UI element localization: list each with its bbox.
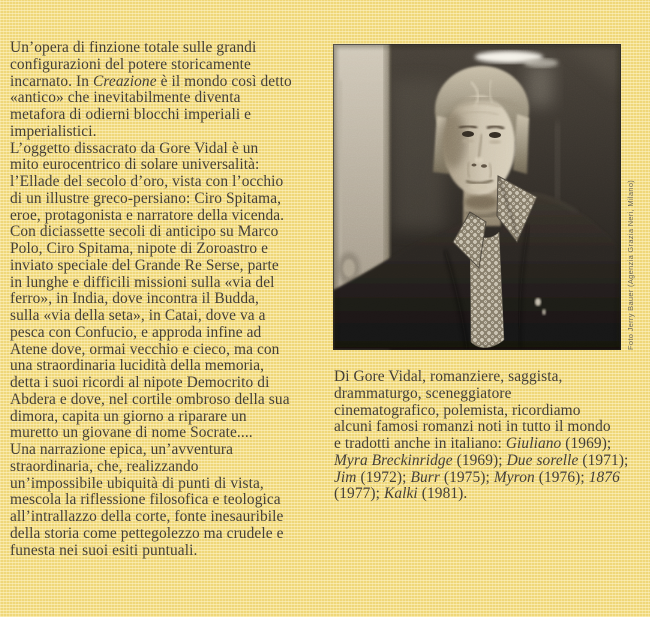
text-segment: L’oggetto dissacrato da Gore Vidal è un <box>10 139 259 157</box>
text-line <box>10 74 332 91</box>
text-line <box>10 492 332 509</box>
text-segment: (1972); <box>356 468 411 486</box>
text-line <box>334 486 646 503</box>
text-segment: Abdera e dove, nel cortile ombroso della sua <box>10 390 290 408</box>
right-column <box>334 369 646 503</box>
photo-credit: Foto Jerry Bauer (Agenzia Grazia Neri, Milano) <box>626 179 635 350</box>
book-title-text: Giuliano <box>505 435 562 452</box>
text-segment: e tradotti anche in italiano: <box>334 435 506 452</box>
text-line <box>10 224 332 241</box>
text-segment: Una narrazione epica, un’avventura <box>10 441 234 458</box>
text-line <box>10 526 332 543</box>
text-line <box>10 40 332 57</box>
text-line <box>10 325 332 342</box>
text-segment: eroe, protagonista e narratore della vicenda. <box>10 206 285 224</box>
text-segment: l’Ellade del secolo d’oro, vista con l’occhio <box>10 173 284 190</box>
book-title-text: 1876 <box>588 468 620 486</box>
text-line <box>10 308 332 325</box>
text-line <box>10 375 332 392</box>
text-line <box>334 386 646 403</box>
text-line <box>10 107 332 124</box>
text-segment: detta i suoi ricordi al nipote Democrito di <box>10 374 270 391</box>
text-segment: imperialistici. <box>10 122 97 140</box>
text-segment: metafora di odierni blocchi imperiali e <box>10 106 252 123</box>
text-line <box>10 57 332 74</box>
book-title-text: Myra Breckinridge <box>334 451 453 469</box>
text-segment: muretto un giovane di nome Socrate.... <box>10 424 253 442</box>
text-line <box>10 90 332 107</box>
text-segment: all’intrallazzo della corte, fonte inesauribile <box>10 508 284 525</box>
text-segment: mescola la riflessione filosofica e teologica <box>10 491 281 509</box>
text-segment: (1969); <box>561 435 612 452</box>
text-segment: dimora, capita un giorno a riparare un <box>10 407 247 425</box>
text-line <box>10 509 332 526</box>
text-segment: Con diciassette secoli di anticipo su Marco <box>10 223 279 241</box>
text-segment: è il mondo così detto <box>156 72 292 90</box>
text-line <box>10 291 332 308</box>
text-segment: pesca con Confucio, e approda infine ad <box>10 323 262 341</box>
left-column <box>10 40 332 559</box>
text-line <box>10 141 332 158</box>
text-segment: sulla «via della seta», in Catai, dove va a <box>10 307 266 324</box>
text-segment: (1975); <box>439 468 494 486</box>
book-title-text: Creazione <box>93 72 157 90</box>
text-line <box>10 459 332 476</box>
text-segment: (1969); <box>452 451 507 469</box>
book-title-text: Myron <box>493 468 535 486</box>
text-line <box>10 543 332 560</box>
text-segment: configurazioni del potere storicamente <box>10 55 251 73</box>
text-segment: in lunghe e difficili missioni sulla «via del <box>10 273 275 291</box>
text-segment: (1977); <box>334 485 384 503</box>
text-segment: Polo, Ciro Spitama, nipote di Zoroastro e <box>10 240 269 257</box>
text-line <box>10 124 332 141</box>
text-segment: mito eurocentrico di solare universalità: <box>10 156 260 174</box>
text-segment: di un illustre greco-persiano: Ciro Spitama, <box>10 189 282 207</box>
text-segment: ferro», in India, dove incontra il Budda, <box>10 290 259 308</box>
book-title-text: Burr <box>410 468 440 486</box>
text-segment: (1971); <box>578 451 629 469</box>
book-title-text: Kalki <box>383 485 418 503</box>
text-line <box>10 275 332 292</box>
text-segment: drammaturgo, sceneggiatore <box>334 384 512 402</box>
text-line <box>10 208 332 225</box>
book-title-text: Due sorelle <box>506 451 579 469</box>
text-segment: alcuni famosi romanzi noti in tutto il mondo <box>334 418 611 436</box>
text-line <box>10 342 332 359</box>
text-segment: straordinaria, che, realizzando <box>10 457 199 475</box>
text-segment: (1976); <box>534 468 589 486</box>
text-line <box>334 453 646 470</box>
text-line <box>10 241 332 258</box>
text-segment: incarnato. In <box>10 72 94 90</box>
text-segment: un’impossibile ubiquità di punti di vista, <box>10 474 264 492</box>
text-line <box>10 392 332 409</box>
text-line <box>10 174 332 191</box>
text-line <box>334 369 646 386</box>
text-line <box>334 436 646 453</box>
text-segment: (1981). <box>417 485 468 503</box>
text-segment: una straordinaria lucidità della memoria, <box>10 357 265 375</box>
text-line <box>10 358 332 375</box>
gore-vidal-portrait-photo <box>333 44 621 350</box>
text-line <box>10 476 332 493</box>
text-line <box>334 403 646 420</box>
text-segment: cinematografico, polemista, ricordiamo <box>334 401 581 419</box>
text-segment: «antico» che inevitabilmente diventa <box>10 89 241 107</box>
text-line <box>10 425 332 442</box>
text-line <box>10 157 332 174</box>
text-segment: inviato speciale del Grande Re Serse, parte <box>10 256 279 274</box>
text-segment: della storia come pettegolezzo ma crudele e <box>10 524 284 542</box>
text-segment: Un’opera di finzione totale sulle grandi <box>10 39 257 56</box>
text-line <box>10 258 332 275</box>
text-line <box>10 442 332 459</box>
text-line <box>334 419 646 436</box>
text-line <box>10 191 332 208</box>
text-line <box>10 409 332 426</box>
text-segment: funesta nei suoi esiti puntuali. <box>10 541 198 559</box>
text-segment: Di Gore Vidal, romanziere, saggista, <box>334 368 563 385</box>
text-segment: Atene dove, ormai vecchio e cieco, ma con <box>10 340 280 358</box>
text-line <box>334 470 646 487</box>
book-title-text: Jim <box>334 468 357 486</box>
